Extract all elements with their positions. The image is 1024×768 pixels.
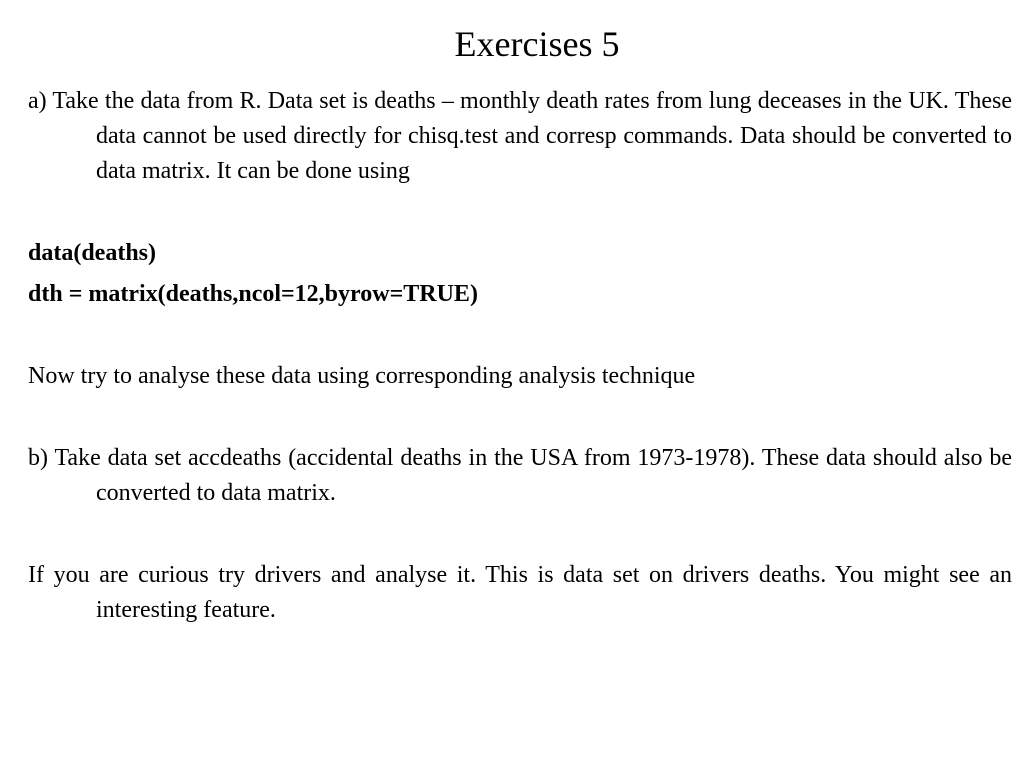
slide-title: Exercises 5	[454, 24, 620, 64]
paragraph-a: a) Take the data from R. Data set is deaths – monthly death rates from lung deceases in the UK. These data cannot be used directly for chisq.test and corresp commands. Data should be converted to data matrix. It can be done using	[28, 88, 1012, 184]
slide-body	[28, 84, 1012, 628]
code-line-matrix: dth = matrix(deaths,ncol=12,byrow=TRUE)	[28, 281, 478, 307]
code-line-data-deaths: data(deaths)	[28, 240, 157, 266]
paragraph-b: b) Take data set accdeaths (accidental deaths in the USA from 1973-1978). These data should also be converted to data matrix.	[28, 445, 1012, 506]
paragraph-curious: If you are curious try drivers and analyse it. This is data set on drivers deaths. You might see an interesting feature.	[28, 562, 1012, 623]
instruction-text: Now try to analyse these data using corresponding analysis technique	[28, 363, 696, 389]
